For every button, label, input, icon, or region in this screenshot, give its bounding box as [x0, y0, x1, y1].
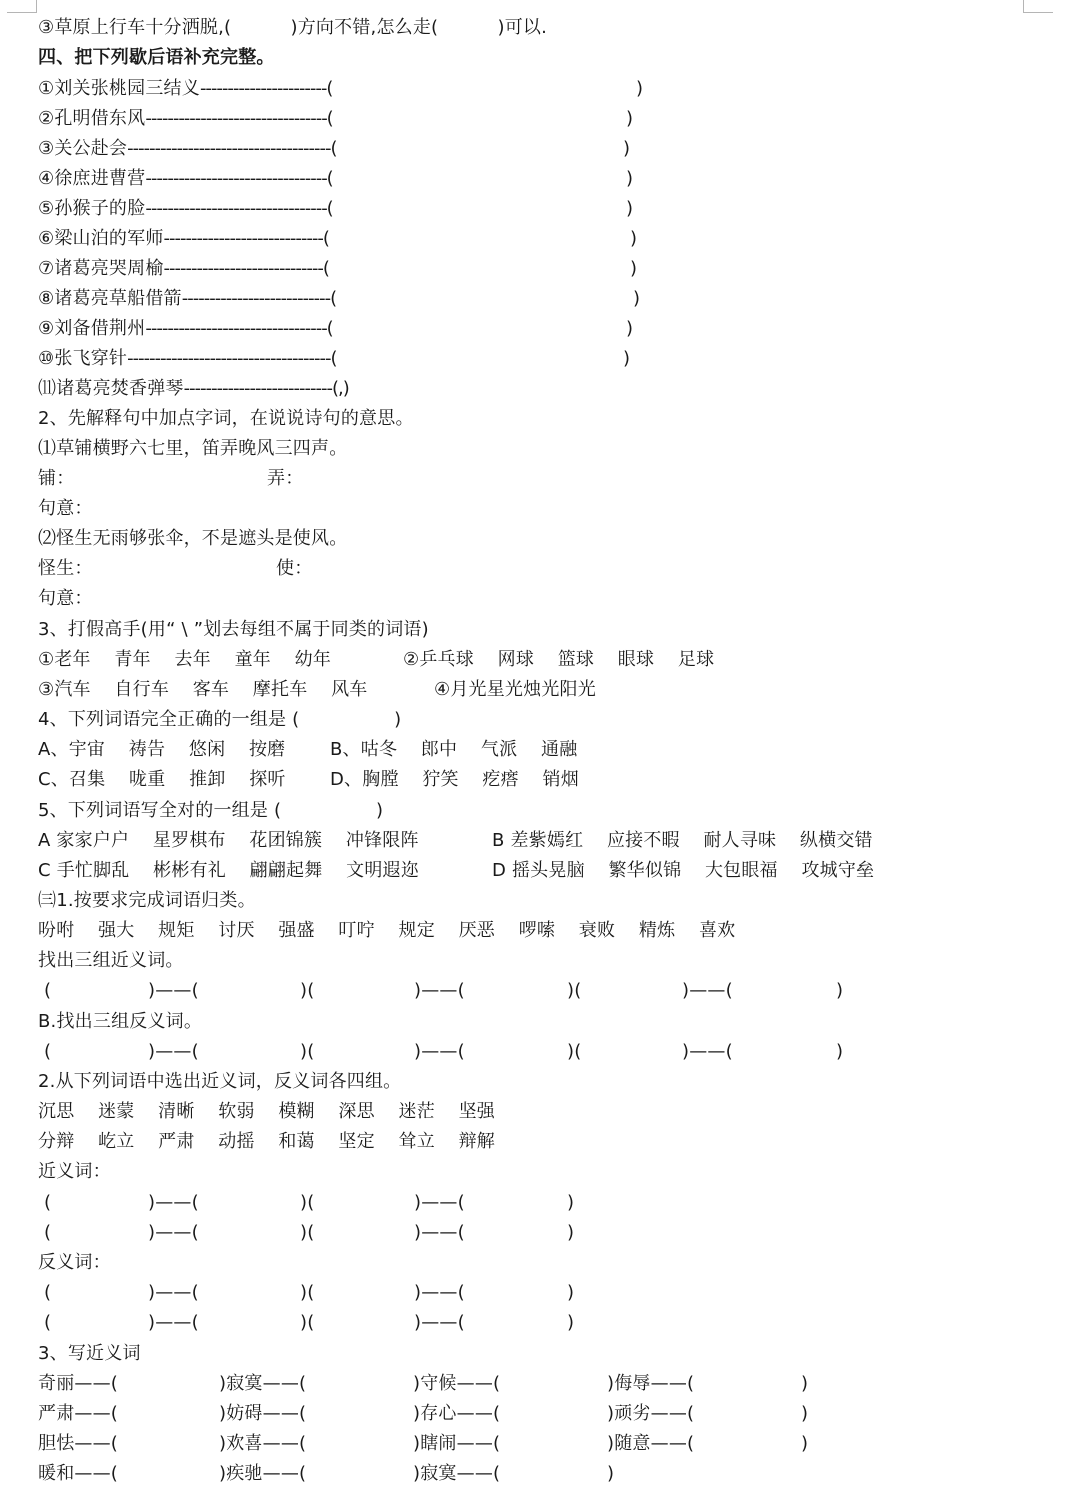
blank-paren: )——( — [414, 1192, 465, 1213]
blank-paren: )——( — [148, 1312, 199, 1333]
q4-option-a: A、宇宙 祷告 悠闲 按磨 — [38, 739, 286, 760]
close-paren: ) — [630, 228, 638, 249]
xiehouyu-item — [38, 374, 349, 404]
fill-item: ) — [801, 1403, 809, 1424]
xiehouyu-item — [38, 134, 336, 164]
part3-word-bank: 吩咐 强大 规矩 讨厌 强盛 叮咛 规定 厌恶 啰嗦 衰败 精炼 喜欢 — [38, 920, 736, 941]
xiehouyu-item — [38, 284, 336, 314]
blank-paren: ( — [44, 1312, 52, 1333]
blank-paren: )——( — [414, 1312, 465, 1333]
antonym-task-title: B.找出三组反义词。 — [38, 1011, 203, 1032]
blank-paren: ) — [567, 1192, 575, 1213]
xiehouyu-item — [38, 254, 329, 284]
close-paren: ) — [633, 288, 641, 309]
item-dashes: ---------------------------(,) — [183, 378, 349, 399]
q3-group-1: ①老年 青年 去年 童年 幼年 — [38, 649, 332, 670]
item-label: ⑤孙猴子的脸 — [38, 198, 146, 219]
fill-item: 暖和——( — [38, 1463, 119, 1484]
fill-item: )随意——( — [607, 1433, 695, 1454]
blank-paren: )( — [300, 1222, 315, 1243]
item-dashes: ---------------------------------( — [145, 198, 333, 219]
blank-paren: )( — [300, 1312, 315, 1333]
q2-title: 2、先解释句中加点字词，在说说诗句的意思。 — [38, 408, 414, 429]
blank-paren: )——( — [148, 980, 199, 1001]
blank-paren: )( — [300, 1282, 315, 1303]
q5-title: 5、下列词语写全对的一组是 ( ) — [38, 800, 384, 821]
item-dashes: -------------------------------------( — [127, 348, 337, 369]
item-dashes: ---------------------------------( — [145, 318, 333, 339]
poem-1-word-1: 铺： — [38, 468, 75, 489]
q3-group-3: ③汽车 自行车 客车 摩托车 风车 — [38, 679, 368, 700]
blank-paren: ) — [567, 1222, 575, 1243]
item-dashes: -----------------------( — [199, 78, 333, 99]
fill-item: ) — [607, 1463, 615, 1484]
xiehouyu-item — [38, 314, 333, 344]
poem-2-meaning: 句意： — [38, 588, 93, 609]
blank-paren: ) — [836, 980, 844, 1001]
part3-q2-words-row-1: 沉思 迷蒙 清晰 软弱 模糊 深思 迷茫 坚强 — [38, 1101, 496, 1122]
close-paren: ) — [626, 168, 634, 189]
q3-title: 3、打假高手(用“ \ ”划去每组不属于同类的词语) — [38, 619, 429, 640]
blank-paren: )——( — [148, 1282, 199, 1303]
blank-paren: )( — [567, 980, 582, 1001]
fill-item: )疾驰——( — [219, 1463, 307, 1484]
xiehouyu-item — [38, 194, 333, 224]
part3-q2-words-row-2: 分辩 屹立 严肃 动摇 和蔼 坚定 耸立 辩解 — [38, 1131, 496, 1152]
xiehouyu-item — [38, 344, 336, 374]
fill-item: ) — [801, 1433, 809, 1454]
item-label: ①刘关张桃园三结义 — [38, 78, 200, 99]
blank-paren: )( — [300, 1041, 315, 1062]
blank-paren: )——( — [148, 1041, 199, 1062]
synonym-label: 近义词： — [38, 1161, 111, 1182]
q5-option-c: C 手忙脚乱 彬彬有礼 翩翩起舞 文明遐迩 — [38, 860, 419, 881]
item-dashes: ---------------------------------( — [145, 108, 333, 129]
close-paren: ) — [623, 138, 631, 159]
question-item-3: ③草原上行车十分洒脱,( )方向不错,怎么走( )可以. — [38, 17, 548, 38]
blank-paren: ) — [836, 1041, 844, 1062]
item-label: ⑩张飞穿针 — [38, 348, 128, 369]
close-paren: ) — [623, 348, 631, 369]
q3-group-4: ④月光星光烛光阳光 — [434, 679, 596, 700]
fill-item: )瞎闹——( — [413, 1433, 501, 1454]
item-dashes: ---------------------------( — [181, 288, 337, 309]
fill-item: ) — [801, 1373, 809, 1394]
blank-paren: )——( — [682, 1041, 733, 1062]
blank-paren: ( — [44, 1041, 52, 1062]
close-paren: ) — [626, 318, 634, 339]
fill-item: )寂寞——( — [219, 1373, 307, 1394]
item-dashes: ---------------------------------( — [145, 168, 333, 189]
blank-paren: ( — [44, 980, 52, 1001]
fill-item: )寂寞——( — [413, 1463, 501, 1484]
blank-paren: ) — [567, 1312, 575, 1333]
blank-paren: )——( — [414, 1041, 465, 1062]
part3-q3-title: 3、写近义词 — [38, 1343, 141, 1364]
section-4-title: 四、把下列歇后语补充完整。 — [38, 47, 275, 68]
q3-group-2: ②乒乓球 网球 篮球 眼球 足球 — [403, 649, 715, 670]
fill-item: )欢喜——( — [219, 1433, 307, 1454]
fill-item: )顽劣——( — [607, 1403, 695, 1424]
item-label: ④徐庶进曹营 — [38, 168, 146, 189]
poem-2-word-1: 怪生： — [38, 558, 93, 579]
item-label: ⑨刘备借荆州 — [38, 318, 146, 339]
antonym-label: 反义词： — [38, 1252, 111, 1273]
item-label: ⑧诸葛亮草船借箭 — [38, 288, 182, 309]
poem-1-meaning: 句意： — [38, 498, 93, 519]
q4-option-c: C、召集 咙重 推卸 探听 — [38, 769, 286, 790]
poem-2-word-2: 使： — [276, 558, 313, 579]
fill-item: )存心——( — [413, 1403, 501, 1424]
close-paren: ) — [630, 258, 638, 279]
blank-paren: )——( — [414, 980, 465, 1001]
synonym-task-title: 找出三组近义词。 — [38, 950, 184, 971]
item-label: ⑦诸葛亮哭周榆 — [38, 258, 164, 279]
close-paren: ) — [636, 78, 644, 99]
fill-item: )侮辱——( — [607, 1373, 695, 1394]
item-label: ⑥梁山泊的军师 — [38, 228, 164, 249]
close-paren: ) — [626, 198, 634, 219]
item-dashes: -----------------------------( — [163, 258, 329, 279]
q5-option-d: D 摇头晃脑 繁华似锦 大包眼福 攻城守垒 — [492, 860, 875, 881]
fill-item: 奇丽——( — [38, 1373, 119, 1394]
fill-item: 胆怯——( — [38, 1433, 119, 1454]
xiehouyu-item — [38, 164, 333, 194]
blank-paren: )——( — [414, 1282, 465, 1303]
blank-paren: )——( — [682, 980, 733, 1001]
item-dashes: -------------------------------------( — [127, 138, 337, 159]
blank-paren: )( — [300, 1192, 315, 1213]
q4-option-d: D、胸膛 狞笑 疙瘩 销烟 — [330, 769, 579, 790]
item-dashes: -----------------------------( — [163, 228, 329, 249]
q5-option-a: A 家家户户 星罗棋布 花团锦簇 冲锋限阵 — [38, 830, 419, 851]
poem-1-word-2: 弄： — [267, 468, 304, 489]
page-corner-mark-right — [1023, 0, 1053, 13]
part3-q2-title: 2.从下列词语中选出近义词，反义词各四组。 — [38, 1071, 402, 1092]
item-label: ③关公赴会 — [38, 138, 128, 159]
blank-paren: )——( — [148, 1192, 199, 1213]
blank-paren: ) — [567, 1282, 575, 1303]
xiehouyu-item — [38, 74, 332, 104]
xiehouyu-item — [38, 224, 329, 254]
blank-paren: ( — [44, 1192, 52, 1213]
blank-paren: )——( — [148, 1222, 199, 1243]
item-label: ②孔明借东风 — [38, 108, 146, 129]
poem-2: ⑵怪生无雨够张伞，不是遮头是使风。 — [38, 528, 348, 549]
xiehouyu-item — [38, 104, 333, 134]
blank-paren: ( — [44, 1222, 52, 1243]
q4-title: 4、下列词语完全正确的一组是 ( ) — [38, 709, 402, 730]
part3-title: ㈢1.按要求完成词语归类。 — [38, 890, 256, 911]
fill-item: 严肃——( — [38, 1403, 119, 1424]
q5-option-b: B 差紫嫣红 应接不暇 耐人寻味 纵横交错 — [492, 830, 873, 851]
blank-paren: )( — [300, 980, 315, 1001]
poem-1: ⑴草铺横野六七里，笛弄晚风三四声。 — [38, 438, 348, 459]
blank-paren: )——( — [414, 1222, 465, 1243]
q4-option-b: B、咕冬 郎中 气派 通融 — [330, 739, 578, 760]
blank-paren: ( — [44, 1282, 52, 1303]
page-corner-mark-left — [7, 0, 37, 13]
blank-paren: )( — [567, 1041, 582, 1062]
item-label: ⑾诸葛亮焚香弹琴 — [38, 378, 184, 399]
fill-item: )妨碍——( — [219, 1403, 307, 1424]
close-paren: ) — [626, 108, 634, 129]
fill-item: )守候——( — [413, 1373, 501, 1394]
